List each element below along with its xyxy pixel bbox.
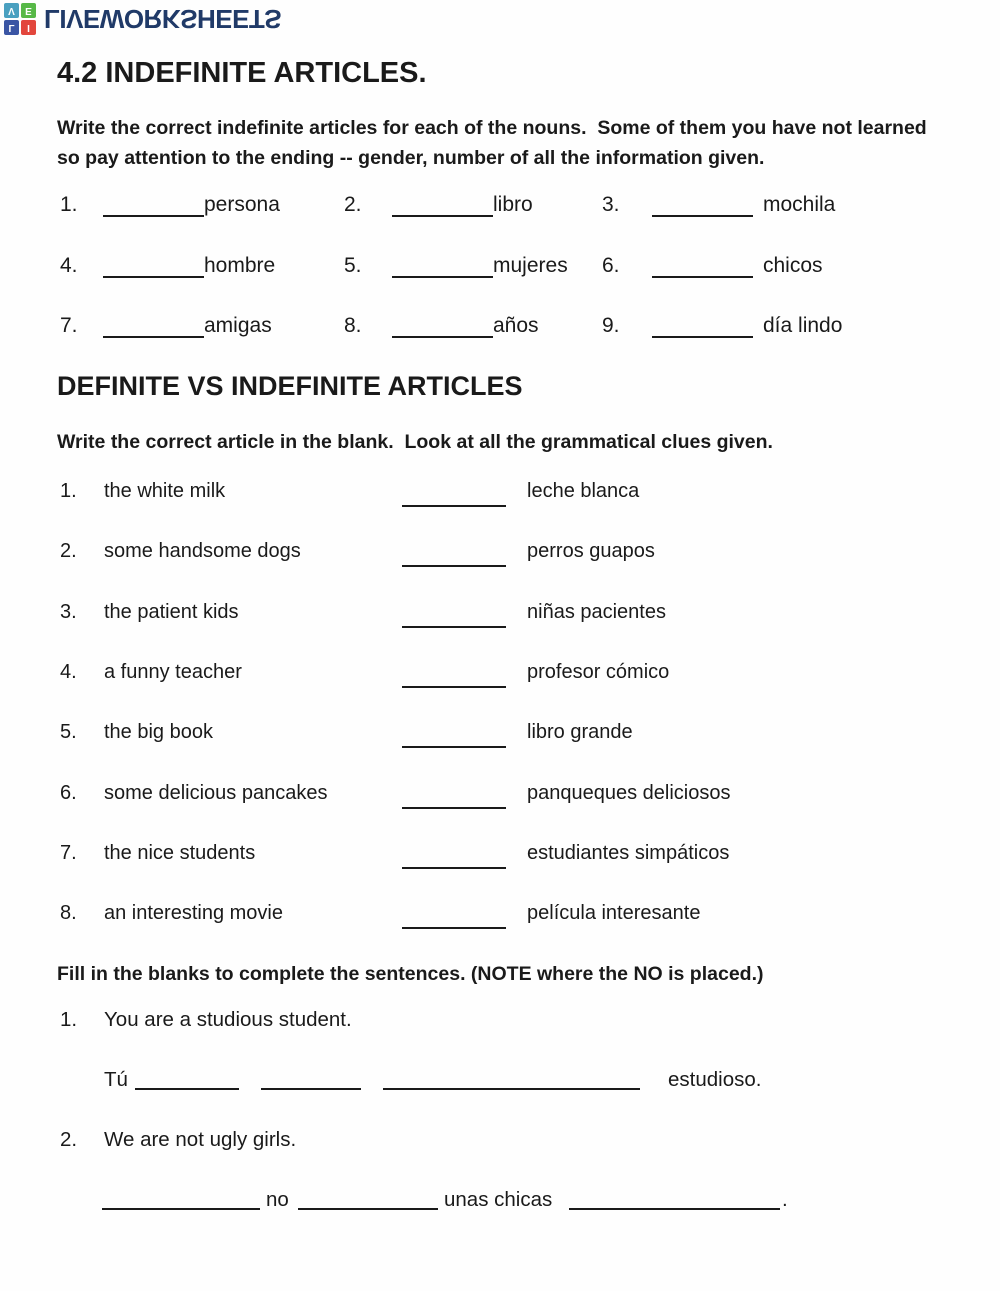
english-phrase: the white milk: [104, 480, 226, 502]
sentence-prompt: We are not ugly girls.: [104, 1128, 297, 1151]
english-phrase: the big book: [104, 721, 213, 743]
item-number: 5.: [344, 254, 362, 277]
answer-blank[interactable]: [298, 1188, 438, 1210]
answer-suffix: .: [782, 1188, 788, 1211]
answer-blank[interactable]: [402, 842, 506, 869]
english-phrase: the nice students: [104, 842, 256, 864]
item-number: 2.: [344, 193, 362, 216]
answer-blank[interactable]: [103, 193, 204, 217]
sentence-prompt: You are a studious student.: [104, 1008, 352, 1031]
exercise-item: [602, 314, 842, 338]
item-number: 6.: [60, 782, 77, 804]
item-noun: mochila: [763, 193, 836, 216]
answer-word: no: [266, 1188, 289, 1211]
translation-row: [60, 842, 960, 868]
section1-row-3: [0, 314, 1000, 344]
answer-blank[interactable]: [261, 1068, 361, 1090]
answer-blank[interactable]: [383, 1068, 640, 1090]
item-number: 5.: [60, 721, 77, 743]
liveworksheets-logo: [4, 3, 281, 35]
item-noun: chicos: [763, 254, 823, 277]
answer-blank[interactable]: [402, 721, 506, 748]
exercise-item: [344, 314, 539, 338]
exercise-item: [344, 254, 568, 278]
exercise-item: [602, 193, 835, 217]
spanish-phrase: libro grande: [527, 721, 633, 743]
item-noun: libro: [493, 193, 533, 216]
answer-blank[interactable]: [392, 193, 493, 217]
translation-row: [60, 540, 960, 566]
section2-instructions: Write the correct article in the blank. Look at all the grammatical clues given.: [57, 431, 773, 453]
item-number: 3.: [602, 193, 620, 216]
spanish-phrase: niñas pacientes: [527, 601, 666, 623]
translation-row: [60, 721, 960, 747]
translation-row: [60, 782, 960, 808]
answer-blank[interactable]: [102, 1188, 260, 1210]
spanish-phrase: leche blanca: [527, 480, 640, 502]
item-number: 8.: [60, 902, 77, 924]
item-number: 8.: [344, 314, 362, 337]
logo-wordmark: LIVEWORKSHEETS: [44, 4, 282, 35]
answer-blank[interactable]: [392, 254, 493, 278]
english-phrase: a funny teacher: [104, 661, 242, 683]
translation-row: [60, 902, 960, 928]
answer-blank[interactable]: [135, 1068, 239, 1090]
spanish-phrase: panqueques deliciosos: [527, 782, 731, 804]
item-number: 3.: [60, 601, 77, 623]
answer-blank[interactable]: [103, 254, 204, 278]
item-number: 4.: [60, 661, 77, 683]
spanish-phrase: perros guapos: [527, 540, 655, 562]
spanish-phrase: profesor cómico: [527, 661, 670, 683]
answer-blank[interactable]: [402, 661, 506, 688]
english-phrase: the patient kids: [104, 601, 239, 623]
exercise-item: [60, 193, 280, 217]
answer-blank[interactable]: [402, 540, 506, 567]
item-noun: mujeres: [493, 254, 568, 277]
item-noun: amigas: [204, 314, 272, 337]
logo-tile-i: I: [21, 20, 36, 35]
answer-blank[interactable]: [103, 314, 204, 338]
exercise-item: [602, 254, 823, 278]
item-noun: años: [493, 314, 539, 337]
item-number: 1.: [60, 480, 77, 502]
answer-blank[interactable]: [402, 480, 506, 507]
answer-blank[interactable]: [392, 314, 493, 338]
item-number: 6.: [602, 254, 620, 277]
item-number: 1.: [60, 1008, 78, 1031]
spanish-phrase: película interesante: [527, 902, 701, 924]
answer-blank[interactable]: [402, 601, 506, 628]
logo-tile-v: V: [4, 3, 19, 18]
answer-word: unas chicas: [444, 1188, 553, 1211]
item-number: 4.: [60, 254, 78, 277]
item-number: 9.: [602, 314, 620, 337]
logo-tile-e: E: [21, 3, 36, 18]
answer-blank[interactable]: [652, 193, 753, 217]
section3-instructions: Fill in the blanks to complete the sentences. (NOTE where the NO is placed.): [57, 963, 764, 985]
section1-instructions: Write the correct indefinite articles for each of the nouns. Some of them you have not learned so pay attention to the ending -- gender, number of all the information given.: [57, 117, 933, 169]
answer-blank[interactable]: [652, 254, 753, 278]
item-number: 2.: [60, 540, 77, 562]
section2-title: DEFINITE VS INDEFINITE ARTICLES: [57, 371, 523, 401]
spanish-phrase: estudiantes simpáticos: [527, 842, 730, 864]
answer-blank[interactable]: [652, 314, 753, 338]
translation-row: [60, 480, 960, 506]
item-noun: hombre: [204, 254, 276, 277]
english-phrase: some delicious pancakes: [104, 782, 328, 804]
english-phrase: an interesting movie: [104, 902, 283, 924]
answer-suffix: estudioso.: [668, 1068, 762, 1091]
item-noun: día lindo: [763, 314, 843, 337]
translation-row: [60, 661, 960, 687]
english-phrase: some handsome dogs: [104, 540, 301, 562]
answer-blank[interactable]: [402, 902, 506, 929]
exercise-item: [60, 254, 275, 278]
section1-title: 4.2 INDEFINITE ARTICLES.: [57, 57, 427, 89]
exercise-item: [60, 314, 272, 338]
exercise-item: [344, 193, 533, 217]
section1-row-1: [0, 193, 1000, 223]
item-number: 1.: [60, 193, 78, 216]
answer-blank[interactable]: [402, 782, 506, 809]
item-number: 7.: [60, 314, 78, 337]
logo-tiles-icon: [4, 3, 36, 35]
translation-row: [60, 601, 960, 627]
answer-blank[interactable]: [569, 1188, 780, 1210]
logo-tile-l: L: [4, 20, 19, 35]
item-number: 2.: [60, 1128, 78, 1151]
item-number: 7.: [60, 842, 77, 864]
section1-row-2: [0, 254, 1000, 284]
item-noun: persona: [204, 193, 280, 216]
answer-prefix: Tú: [104, 1068, 128, 1091]
